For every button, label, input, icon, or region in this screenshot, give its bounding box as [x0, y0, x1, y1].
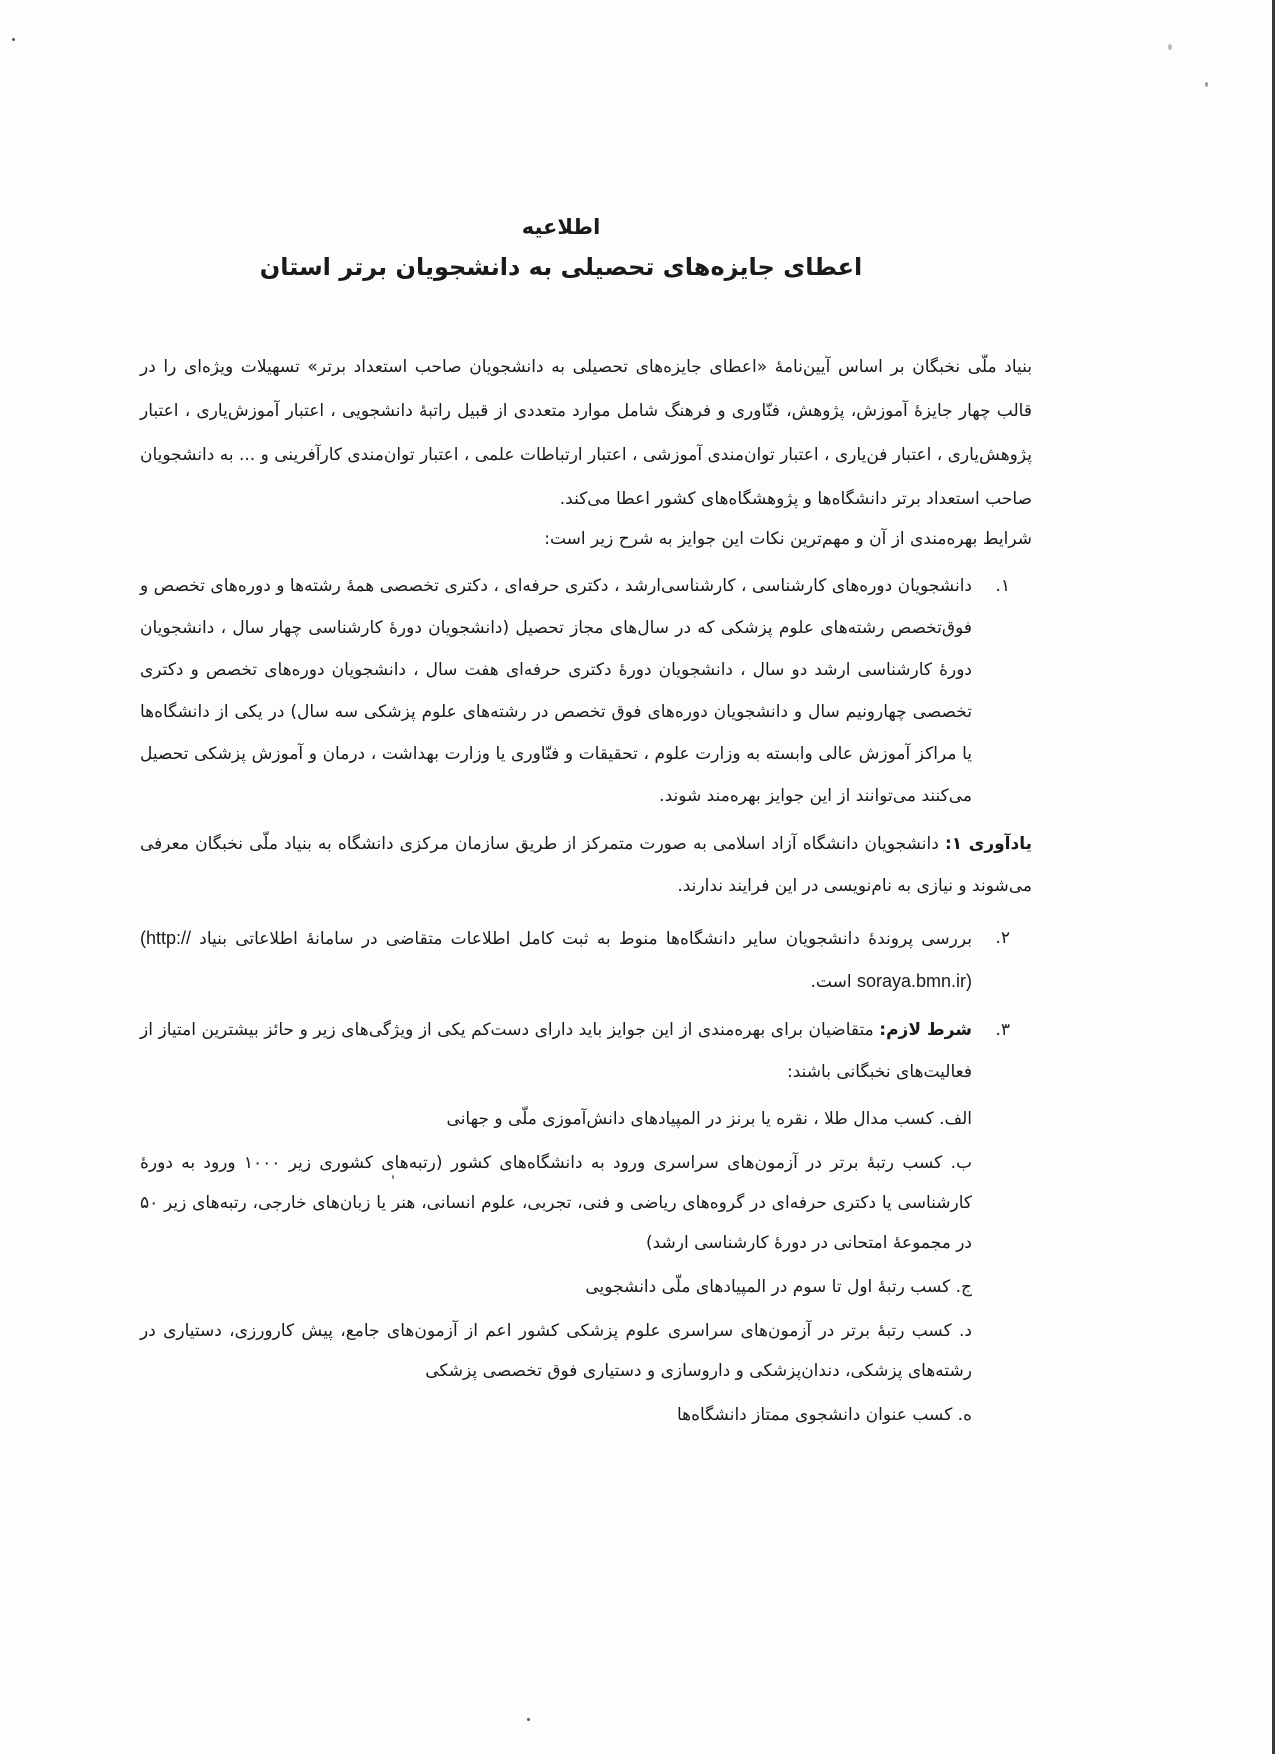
- website-link[interactable]: (http:// soraya.bmn.ir): [140, 928, 972, 991]
- note-text: دانشجویان دانشگاه آزاد اسلامی به صورت متمرکز از طریق سازمان مرکزی دانشگاه به بنیاد ملّی نخبگان معرفی می‌شوند و نیازی به نام‌نویسی در این فرایند ندارند.: [140, 834, 1032, 896]
- scan-speck: [12, 38, 15, 41]
- item-text: متقاضیان برای بهره‌مندی از این جوایز باید دارای دست‌کم یکی از ویژگی‌های زیر و حائز بیشترین امتیاز از فعالیت‌های نخبگانی باشند:: [140, 1020, 972, 1082]
- conditions-intro: شرایط بهره‌مندی از آن و مهم‌ترین نکات این جوایز به شرح زیر است:: [544, 529, 1032, 549]
- scan-speck: [1205, 82, 1208, 87]
- item-text: دانشجویان دوره‌های کارشناسی ، کارشناسی‌ارشد ، دکتری حرفه‌ای ، دکتری تخصصی همۀ رشته‌ها و دوره‌های تخصص و فوق‌تخصص رشته‌های علوم پزشکی که در سال‌های مجاز تحصیل (دانشجویان دورۀ کارشناسی چهار سال ، دانشجویان دورۀ کارشناسی ارشد دو سال ، دانشجویان دورۀ دکتری حرفه‌ای هفت سال ، دانشجویان دوره‌های تخصص و دکتری تخصصی چهارونیم سال و دانشجویان دوره‌های فوق تخصص در رشته‌های علوم پزشکی سه سال) در یکی از دانشگاه‌ها یا مراکز آموزش عالی وابسته به وزارت علوم ، تحقیقات و فنّاوری یا وزارت بهداشت ، درمان و آموزش پزشکی تحصیل می‌کنند می‌توانند از این جوایز بهره‌مند شوند.: [140, 576, 972, 806]
- scan-speck: [1168, 44, 1172, 50]
- note-label: یادآوری ۱:: [944, 834, 1033, 854]
- item-text-end: است.: [810, 972, 852, 992]
- item-text: بررسی پروندۀ دانشجویان سایر دانشگاه‌ها منوط به ثبت کامل اطلاعات متقاضی در سامانۀ اطلاعاتی بنیاد: [199, 929, 973, 949]
- sub-item-dal: د. کسب رتبۀ برتر در آزمون‌های سراسری علوم پزشکی کشور اعم از آزمون‌های جامع، پیش کارورزی، دستیاری در رشته‌های پزشکی، دندان‌پزشکی و داروسازی و دستیاری فوق تخصصی پزشکی: [140, 1321, 972, 1381]
- reminder-note: [140, 823, 1032, 907]
- document-body: [140, 215, 1032, 1439]
- item-number: ۲.: [995, 928, 1010, 948]
- list-item-3: [140, 1009, 1032, 1093]
- page-title: اطلاعیه: [521, 215, 601, 239]
- sub-item-alef: الف. کسب مدال طلا ، نقره یا برنز در المپیادهای دانش‌آموزی ملّی و جهانی: [446, 1109, 972, 1129]
- intro-paragraph: بنیاد ملّی نخبگان بر اساس آیین‌نامۀ «اعطای جایزه‌های تحصیلی به دانشجویان صاحب استعداد برتر» تسهیلات ویژه‌ای را در قالب چهار جایزۀ آموزش، پژوهش، فنّاوری و فرهنگ شامل موارد متعددی از قبیل راتبۀ دانشجویی ، اعتبار آموزش‌یاری ، اعتبار پژوهش‌یاری ، اعتبار فن‌یاری ، اعتبار توان‌مندی آموزشی ، اعتبار ارتباطات علمی ، اعتبار توان‌مندی کارآفرینی و ... به دانشجویان صاحب استعداد برتر دانشگاه‌ها و پژوهشگاه‌های کشور اعطا می‌کند.: [140, 357, 1032, 509]
- list-item-2: [140, 917, 1032, 1003]
- item-number: ۱.: [995, 576, 1010, 596]
- item-number: ۳.: [995, 1020, 1010, 1040]
- sub-item-jim: ج. کسب رتبۀ اول تا سوم در المپیادهای ملّی دانشجویی: [585, 1277, 972, 1297]
- item-label: شرط لازم:: [879, 1020, 972, 1040]
- scan-speck: [527, 1718, 530, 1721]
- sub-item-he: ه. کسب عنوان دانشجوی ممتاز دانشگاه‌ها: [676, 1405, 972, 1425]
- list-item-1: [140, 565, 1032, 817]
- sub-item-be: ب. کسب رتبۀ برتر در آزمون‌های سراسری ورود به دانشگاه‌های کشور (رتبه‌های کشوری زیر ۱۰۰۰ ورود به دورۀ کارشناسی یا دکتری حرفه‌ای در گروه‌های ریاضی و فنی، تجربی، علوم انسانی، هنر یا زبان‌های خارجی، رتبه‌های زیر ۵۰ در مجموعۀ امتحانی در دورۀ کارشناسی ارشد): [140, 1153, 972, 1253]
- page-subtitle: اعطای جایزه‌های تحصیلی به دانشجویان برتر استان: [259, 253, 863, 281]
